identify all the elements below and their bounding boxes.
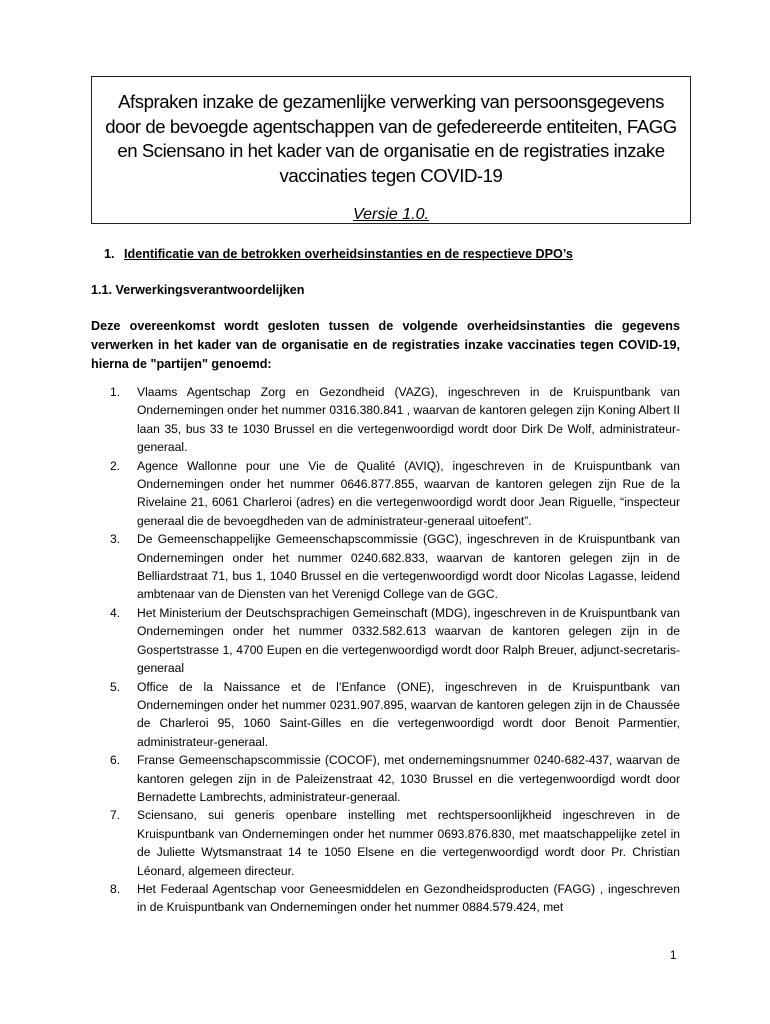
- list-item-text: Franse Gemeenschapscommissie (COCOF), met ondernemingsnummer 0240-682-437, waarvan de kantoren gelegen zijn in de Paleizenstraat 42, 1030 Brussel en die vertegenwoordigd wordt door Bernadette Lambrechts, administrateur-generaal.: [137, 753, 680, 804]
- section-title: Identificatie van de betrokken overheidsinstanties en de respectieve DPO’s: [124, 247, 573, 261]
- version-label: Versie 1.0.: [353, 206, 429, 223]
- title-box: [91, 76, 691, 224]
- list-item: [110, 751, 680, 806]
- parties-list: [110, 383, 680, 917]
- list-item-number: 8.: [110, 881, 121, 896]
- list-item: [110, 880, 680, 917]
- list-item: [110, 678, 680, 752]
- list-item-number: 4.: [110, 605, 121, 620]
- list-item: [110, 604, 680, 678]
- list-item: [110, 530, 680, 604]
- document-title: Afspraken inzake de gezamenlijke verwerking van persoonsgegevens door de bevoegde agentschappen van de gefedereerde entiteiten, FAGG en Sciensano in het kader van de organisatie en de registraties inzake vaccinaties tegen COVID-19: [105, 91, 677, 186]
- intro-paragraph: Deze overeenkomst wordt gesloten tussen de volgende overheidsinstanties die gegevens verwerken in het kader van de organisatie en de registraties inzake vaccinaties tegen COVID-19, hierna de "partijen" genoemd:: [91, 319, 680, 371]
- list-item-text: Office de la Naissance et de l’Enfance (ONE), ingeschreven in de Kruispuntbank van Ondernemingen onder het nummer 0231.907.895, waarvan de kantoren gelegen zijn in de Chaussée de Charleroi 95, 1060 Saint-Gilles en die vertegenwoordigd wordt door Benoit Parmentier, administrateur-generaal.: [137, 679, 680, 749]
- list-item-text: Agence Wallonne pour une Vie de Qualité (AVIQ), ingeschreven in de Kruispuntbank van Ondernemingen onder het nummer 0646.877.855, waarvan de kantoren gelegen zijn Rue de la Rivelaine 21, 6061 Charleroi (adres) en die vertegenwoordigd wordt door Jean Riguelle, “inspecteur generaal die de bevoegdheden van de administrateur-generaal uitoefent”.: [137, 458, 680, 528]
- list-item-text: Vlaams Agentschap Zorg en Gezondheid (VAZG), ingeschreven in de Kruispuntbank van Ondernemingen onder het nummer 0316.380.841 , waarvan de kantoren gelegen zijn Koning Albert II laan 35, bus 33 te 1030 Brussel en die vertegenwoordigd wordt door Dirk De Wolf, administrateur-generaal.: [137, 385, 680, 455]
- section-heading: [104, 245, 573, 263]
- list-item-number: 7.: [110, 808, 121, 823]
- list-item-number: 3.: [110, 532, 121, 547]
- list-item-number: 1.: [110, 385, 121, 399]
- list-item-text: Het Ministerium der Deutschsprachigen Gemeinschaft (MDG), ingeschreven in de Kruispuntbank van Ondernemingen onder het nummer 0332.582.613 waarvan de kantoren gelegen zijn in de Gospertstrasse 1, 4700 Eupen en die vertegenwoordigd wordt door Ralph Breuer, adjunct-secretaris-generaal: [137, 605, 680, 676]
- list-item: [110, 457, 680, 531]
- list-item-number: 2.: [110, 458, 121, 473]
- list-item-text: Het Federaal Agentschap voor Geneesmiddelen en Gezondheidsproducten (FAGG) , ingeschreven in de Kruispuntbank van Ondernemingen onder het nummer 0884.579.424, met: [137, 881, 680, 915]
- list-item: [110, 806, 680, 880]
- list-item: [110, 383, 680, 457]
- subsection-heading: 1.1. Verwerkingsverantwoordelijken: [91, 283, 305, 297]
- section-number: 1.: [104, 247, 115, 261]
- list-item-number: 6.: [110, 753, 121, 768]
- list-item-number: 5.: [110, 679, 121, 694]
- page-number: 1: [670, 950, 677, 962]
- list-item-text: De Gemeenschappelijke Gemeenschapscommissie (GGC), ingeschreven in de Kruispuntbank van Ondernemingen onder het nummer 0240.682.833, waarvan de kantoren gelegen zijn in de Belliardstraat 71, bus 1, 1040 Brussel en die vertegenwoordigd wordt door Nicolas Lagasse, leidend ambtenaar van de Diensten van het Verenigd College van de GGC.: [137, 532, 680, 602]
- list-item-text: Sciensano, sui generis openbare instelling met rechtspersoonlijkheid ingeschreven in de Kruispuntbank van Ondernemingen onder het nummer 0693.876.830, met maatschappelijke zetel in de Juliette Wytsmanstraat 14 te 1050 Elsene en die vertegenwoordigd wordt door Pr. Christian Léonard, algemeen directeur.: [137, 808, 680, 878]
